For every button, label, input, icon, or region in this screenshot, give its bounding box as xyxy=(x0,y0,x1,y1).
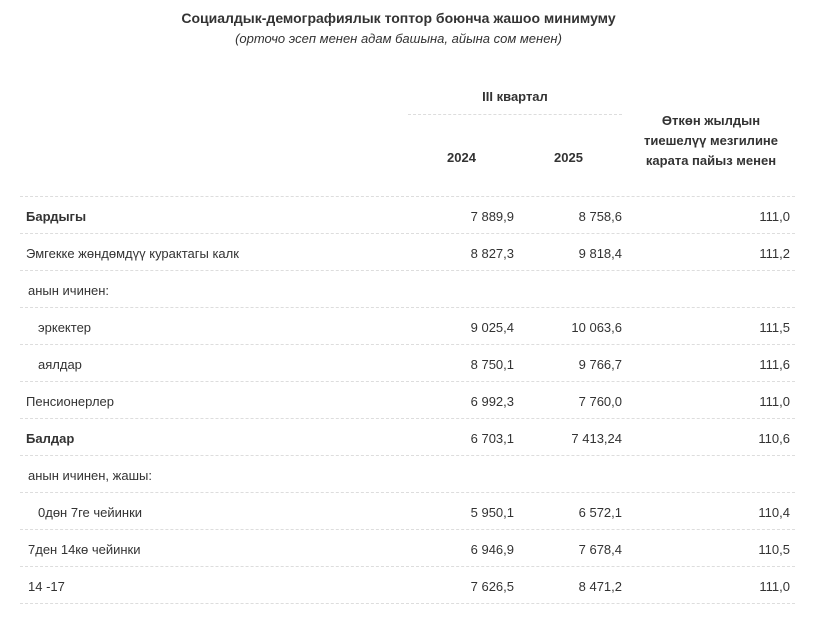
row-value-percent: 110,5 xyxy=(758,542,790,557)
table-body xyxy=(20,197,795,604)
row-value-2025: 10 063,6 xyxy=(571,320,622,335)
table-row-men xyxy=(20,308,795,345)
row-value-2024: 6 946,9 xyxy=(470,542,514,557)
row-value-2025: 6 572,1 xyxy=(578,505,622,520)
row-value-2024: 8 750,1 xyxy=(470,357,514,372)
table-row-subheading-age xyxy=(20,456,795,493)
row-value-2024: 7 626,5 xyxy=(470,579,514,594)
table-row-subheading xyxy=(20,271,795,308)
row-value-2024: 6 992,3 xyxy=(470,394,514,409)
row-label: эркектер xyxy=(38,320,92,335)
row-value-2025: 8 758,6 xyxy=(578,209,622,224)
header-quarter-divider xyxy=(408,114,622,115)
header-percent xyxy=(627,111,795,171)
row-value-2024: 7 889,9 xyxy=(470,209,514,224)
row-value-percent: 111,0 xyxy=(759,579,790,594)
header-year-2024: 2024 xyxy=(447,150,476,165)
row-value-2025: 7 760,0 xyxy=(578,394,622,409)
row-value-percent: 111,2 xyxy=(759,246,790,261)
table-subtitle: (орточо эсеп менен адам башына, айына сом менен) xyxy=(235,31,562,46)
table-row-age-14-17 xyxy=(20,567,795,604)
row-value-percent: 111,5 xyxy=(759,320,790,335)
row-label: 7ден 14кө чейинки xyxy=(28,542,141,557)
row-value-2024: 8 827,3 xyxy=(470,246,514,261)
table-row-age-7-14 xyxy=(20,530,795,567)
row-label: анын ичинен: xyxy=(28,283,110,298)
row-value-percent: 111,0 xyxy=(759,209,790,224)
table-title: Социалдык-демографиялык топтор боюнча жашоо минимуму xyxy=(181,10,616,26)
row-value-2024: 5 950,1 xyxy=(470,505,514,520)
row-value-2025: 7 678,4 xyxy=(578,542,622,557)
row-value-2025: 9 766,7 xyxy=(578,357,622,372)
table-row-women xyxy=(20,345,795,382)
table-row-age-0-7 xyxy=(20,493,795,530)
table-row-total xyxy=(20,197,795,234)
row-value-2025: 9 818,4 xyxy=(578,246,622,261)
row-value-2025: 7 413,24 xyxy=(571,431,622,446)
row-label: анын ичинен, жашы: xyxy=(28,468,152,483)
header-percent-line1: Өткөн жылдын xyxy=(661,113,761,128)
table-row-working-age xyxy=(20,234,795,271)
row-label: 14 -17 xyxy=(28,579,65,594)
row-label: Бардыгы xyxy=(26,209,87,224)
header-quarter: III квартал xyxy=(482,89,548,104)
header-percent-line3: карата пайыз менен xyxy=(645,153,777,168)
row-value-percent: 111,6 xyxy=(759,357,790,372)
header-year-2025: 2025 xyxy=(554,150,583,165)
row-label: Пенсионерлер xyxy=(26,394,114,409)
row-label: 0дөн 7ге чейинки xyxy=(38,505,143,520)
table-row-children xyxy=(20,419,795,456)
row-value-2024: 6 703,1 xyxy=(470,431,514,446)
row-value-percent: 110,6 xyxy=(758,431,790,446)
row-value-percent: 111,0 xyxy=(759,394,790,409)
row-label: Балдар xyxy=(26,431,75,446)
table-row-pensioners xyxy=(20,382,795,419)
row-value-percent: 110,4 xyxy=(758,505,790,520)
row-label: аялдар xyxy=(38,357,82,372)
header-percent-line2: тиешелүү мезгилине xyxy=(643,133,779,148)
row-label: Эмгекке жөндөмдүү курактагы калк xyxy=(26,246,239,261)
row-value-2025: 8 471,2 xyxy=(578,579,622,594)
row-value-2024: 9 025,4 xyxy=(470,320,514,335)
